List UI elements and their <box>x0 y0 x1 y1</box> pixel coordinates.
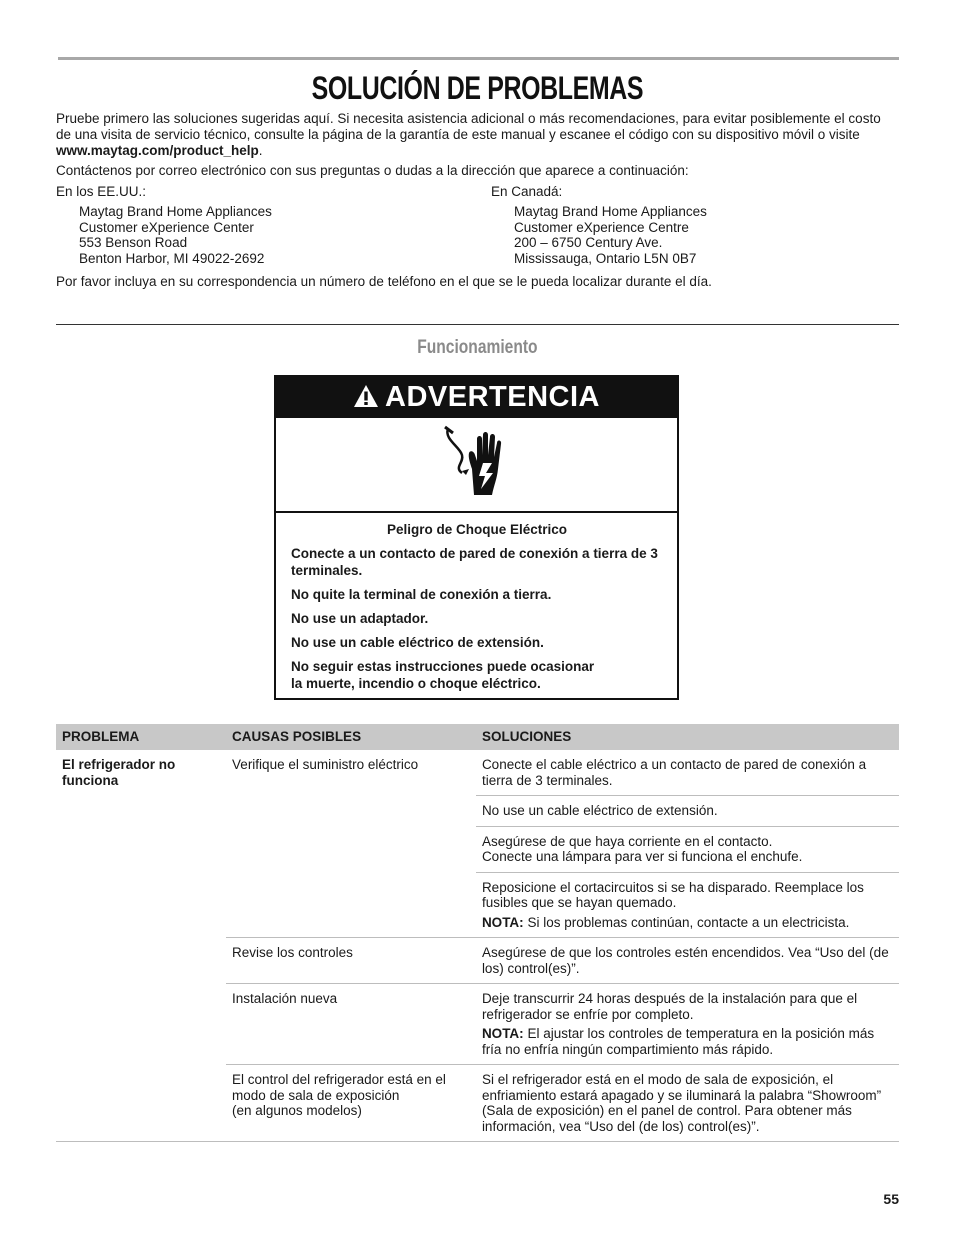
cause-cell: Verifique el suministro eléctrico <box>226 750 476 938</box>
solution-text <box>482 834 893 865</box>
phone-note: Por favor incluya en su correspondencia un número de teléfono en el que se le pueda localizar durante el día. <box>56 274 712 289</box>
warning-triangle-icon <box>353 384 379 412</box>
cause-cell <box>226 1065 476 1142</box>
warning-consequence-line: la muerte, incendio o choque eléctrico. <box>291 676 541 691</box>
troubleshooting-table <box>56 724 899 1142</box>
us-address-line: 553 Benson Road <box>79 235 188 250</box>
cause-cell: Instalación nueva <box>226 984 476 1065</box>
note-label: NOTA: <box>481 914 524 930</box>
header-problem: PROBLEMA <box>56 724 226 750</box>
warning-body <box>276 513 677 692</box>
warning-consequence-line: No seguir estas instrucciones puede ocasionar <box>291 659 595 674</box>
problem-cell: El refrigerador no funciona <box>56 750 226 1142</box>
canada-label: En Canadá: <box>491 184 563 199</box>
us-address-line: Maytag Brand Home Appliances <box>79 204 272 219</box>
warning-consequence <box>291 658 663 692</box>
solution-note <box>482 1026 893 1057</box>
page-number: 55 <box>883 1191 899 1207</box>
support-url[interactable]: www.maytag.com/product_help <box>56 143 259 158</box>
cause-line: El control del refrigerador está en el modo de sala de exposición <box>232 1072 446 1103</box>
solution-cell <box>476 750 899 796</box>
solution-text: Reposicione el cortacircuitos si se ha disparado. Reemplace los fusibles que se hayan quemado. <box>481 879 864 910</box>
solution-line: Conecte una lámpara para ver si funciona el enchufe. <box>481 849 803 864</box>
us-label: En los EE.UU.: <box>56 184 147 199</box>
intro-text-end: . <box>258 143 263 158</box>
warning-box <box>274 375 679 700</box>
warning-title: ADVERTENCIA <box>385 381 600 413</box>
contact-text: Contáctenos por correo electrónico con sus preguntas o dudas a la dirección que aparece a continuación: <box>56 163 689 178</box>
warning-item: No quite la terminal de conexión a tierra. <box>291 587 552 602</box>
shock-icon-area <box>276 418 677 513</box>
warning-item: Conecte a un contacto de pared de conexión a tierra de 3 terminales. <box>291 546 658 578</box>
solution-cell <box>476 1065 899 1142</box>
solution-text: Conecte el cable eléctrico a un contacto de pared de conexión a tierra de 3 terminales. <box>481 757 867 788</box>
section-divider <box>56 324 899 325</box>
solution-text: Si el refrigerador está en el modo de sala de exposición, el enfriamiento estará apagado y se iluminará la palabra “Showroom” (Sala de exposición) en el panel de control. Para obtener más información, vea “Uso del (de los) control(es)”. <box>481 1072 882 1134</box>
top-divider <box>58 57 899 60</box>
us-address-line: Benton Harbor, MI 49022-2692 <box>79 250 265 266</box>
page-title: SOLUCIÓN DE PROBLEMAS <box>311 70 644 106</box>
note-label: NOTA: <box>481 1026 524 1041</box>
solution-text: No use un cable eléctrico de extensión. <box>481 803 718 818</box>
warning-header <box>276 377 677 418</box>
canada-address-line: Maytag Brand Home Appliances <box>514 204 707 219</box>
cause-line: (en algunos modelos) <box>232 1103 362 1118</box>
note-text: Si los problemas continúan, contacte a un electricista. <box>527 914 850 930</box>
us-address-line: Customer eXperience Center <box>79 219 254 235</box>
header-solutions: SOLUCIONES <box>476 724 899 750</box>
page <box>56 0 899 1235</box>
section-heading: Funcionamiento <box>417 337 538 358</box>
intro-text: Pruebe primero las soluciones sugeridas aquí. Si necesita asistencia adicional o más recomendaciones, para evitar posiblemente el costo de una visita de servicio técnico, consulte la página de la garantía de este manual y escanee el código con su dispositivo móvil o visite <box>56 111 881 142</box>
note-text: El ajustar los controles de temperatura en la posición más fría no enfría ningún compartimiento más rápido. <box>481 1026 875 1057</box>
us-address <box>79 204 272 266</box>
canada-address-line: 200 – 6750 Century Ave. <box>514 235 663 250</box>
table-row <box>56 750 899 796</box>
hazard-title: Peligro de Choque Eléctrico <box>386 522 568 537</box>
solution-cell <box>476 872 899 938</box>
solution-text: Asegúrese de que los controles estén encendidos. Vea “Uso del (de los) control(es)”. <box>481 945 889 976</box>
canada-address-line: Mississauga, Ontario L5N 0B7 <box>514 250 697 266</box>
warning-item: No use un adaptador. <box>291 611 429 626</box>
warning-item: No use un cable eléctrico de extensión. <box>291 635 544 650</box>
solution-cell <box>476 938 899 984</box>
header-causes: CAUSAS POSIBLES <box>226 724 476 750</box>
cause-cell: Revise los controles <box>226 938 476 984</box>
electric-shock-hand-icon <box>442 425 512 505</box>
canada-address <box>514 204 707 266</box>
solution-cell <box>476 826 899 872</box>
canada-address-line: Customer eXperience Centre <box>514 219 689 235</box>
solution-cell <box>476 796 899 827</box>
solution-cell <box>476 984 899 1065</box>
solution-line: Asegúrese de que haya corriente en el contacto. <box>481 833 773 849</box>
solution-text: Deje transcurrir 24 horas después de la instalación para que el refrigerador se enfríe por completo. <box>481 991 858 1022</box>
intro-paragraph <box>56 111 899 159</box>
solution-note <box>482 915 893 931</box>
table-header-row <box>56 724 899 750</box>
